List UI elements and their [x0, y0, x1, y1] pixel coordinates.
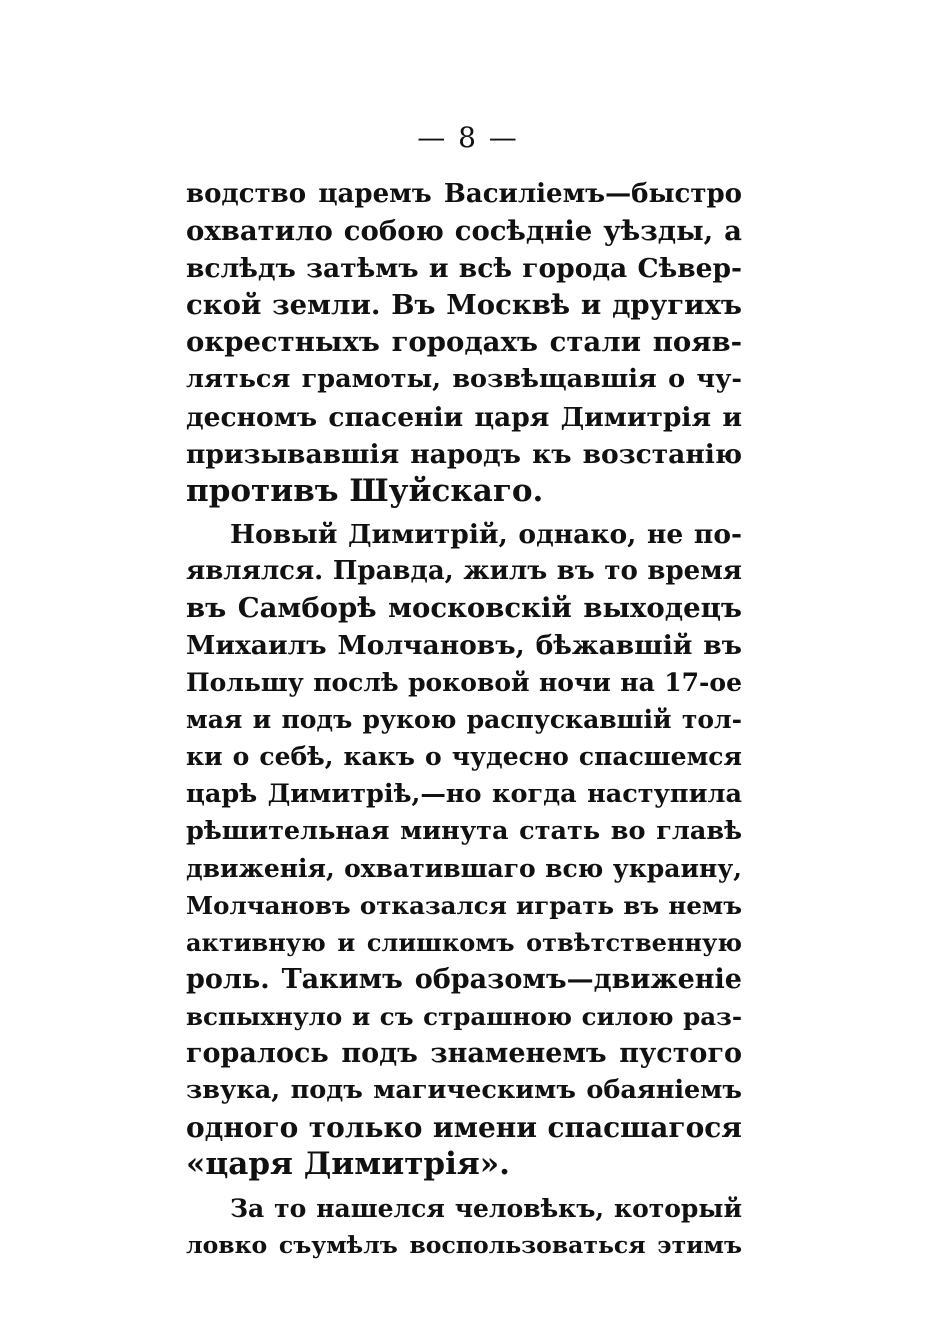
text-line: ловко съумѣлъ воспользоваться этимъ — [186, 1230, 742, 1259]
text-line: царѣ Димитріѣ,—но когда наступила — [186, 778, 742, 809]
text-line: горалось подъ знаменемъ пустого — [186, 1038, 742, 1070]
text-line: мая и подъ рукою распускавшій тол- — [186, 705, 742, 735]
text-line: вслѣдъ затѣмъ и всѣ города Сѣвер- — [186, 253, 742, 285]
text-line: охватило собою сосѣдніе уѣзды, а — [186, 215, 742, 248]
paragraph-2 — [186, 516, 742, 1184]
text-line: въ Самборѣ московскій выходецъ — [186, 592, 742, 625]
text-line: Новый Димитрій, однако, не по- — [230, 518, 742, 550]
text-line: окрестныхъ городахъ стали появ- — [186, 326, 742, 359]
text-line: противъ Шуйскаго. — [186, 472, 544, 509]
text-line: активную и слишкомъ отвѣтственную — [186, 927, 742, 957]
paragraph-3 — [186, 1190, 742, 1264]
text-line: Михаилъ Молчановъ, бѣжавшій въ — [186, 630, 742, 662]
text-line: являлся. Правда, жилъ въ то время — [186, 555, 742, 586]
text-line: Молчановъ отказался играть въ немъ — [186, 890, 742, 920]
text-line: звука, подъ магическимъ обаяніемъ — [186, 1075, 742, 1106]
page-number: — 8 — — [417, 121, 519, 154]
text-line: ляться грамоты, возвѣщавшія о чу- — [186, 364, 742, 395]
paragraph-1 — [186, 176, 742, 510]
text-line: Польшу послѣ роковой ночи на 17-ое — [186, 668, 742, 698]
text-line: призывавшія народъ къ возстанію — [186, 438, 742, 470]
text-line: рѣшительная минута стать во главѣ — [186, 815, 742, 846]
text-line: водство царемъ Василіемъ—быстро — [186, 179, 742, 209]
text-line: десномъ спасеніи царя Димитрія и — [186, 401, 742, 433]
text-line: За то нашелся человѣкъ, который — [230, 1193, 742, 1223]
text-line: ки о себѣ, какъ о чудесно спасшемся — [186, 742, 742, 772]
body-text — [186, 176, 742, 1264]
text-line: роль. Такимъ образомъ—движеніе — [186, 963, 742, 995]
text-line: вспыхнуло и съ страшною силою раз- — [186, 1002, 742, 1032]
text-line: одного только имени спасшагося — [186, 1111, 742, 1145]
text-line: движенія, охватившаго всю украину, — [186, 853, 742, 883]
text-line: ской земли. Въ Москвѣ и другихъ — [186, 289, 742, 322]
text-line: «царя Димитрія». — [186, 1146, 510, 1183]
